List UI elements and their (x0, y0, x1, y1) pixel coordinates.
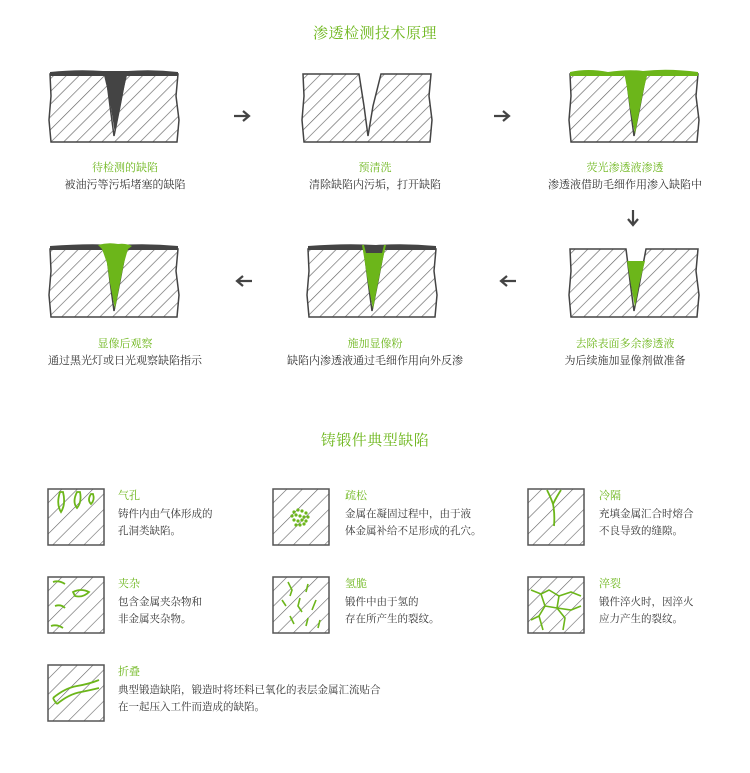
defect-quench-crack-name: 淬裂 (599, 577, 621, 590)
defect-porosity-desc-2: 孔洞类缺陷。 (118, 525, 181, 537)
developer-applied-specimen-icon (306, 241, 438, 319)
penetrant-applied-specimen-icon (568, 68, 700, 144)
arrow-down-icon (626, 210, 640, 228)
defect-inclusion-name: 夹杂 (118, 577, 140, 590)
defects-title: 铸锻件典型缺陷 (320, 431, 430, 449)
step-1-label: 待检测的缺陷 (92, 161, 158, 174)
defect-cold-shut-desc-1: 充填金属汇合时熔合 (599, 508, 694, 520)
inclusion-icon (47, 576, 105, 634)
defect-shrinkage-name: 疏松 (345, 489, 367, 502)
defect-hydrogen-desc-2: 存在所产生的裂纹。 (345, 613, 440, 625)
defect-quench-crack-desc-2: 应力产生的裂纹。 (599, 613, 683, 625)
defect-porosity-name: 气孔 (118, 489, 140, 502)
defect-porosity-desc-1: 铸件内由气体形成的 (118, 508, 213, 520)
step-1-desc: 被油污等污垢堵塞的缺陷 (64, 178, 186, 191)
hydrogen-embrittlement-icon (272, 576, 330, 634)
quench-crack-icon (527, 576, 585, 634)
step-4-desc: 为后续施加显像剂做准备 (564, 354, 686, 367)
porosity-icon (47, 488, 105, 546)
step-4-label: 去除表面多余渗透液 (575, 337, 675, 350)
defect-hydrogen-name: 氢脆 (345, 577, 367, 590)
defect-hydrogen-desc-1: 锻件中由于氢的 (345, 596, 419, 608)
principle-title: 渗透检测技术原理 (312, 24, 437, 42)
excess-removed-specimen-icon (568, 243, 700, 319)
dirty-defect-specimen-icon (48, 68, 180, 144)
defect-quench-crack-desc-1: 锻件淬火时，因淬火 (599, 596, 694, 608)
arrow-right-icon (234, 109, 252, 123)
arrow-left-icon (498, 274, 516, 288)
step-3-label: 荧光渗透液渗透 (586, 161, 664, 174)
step-6-desc: 通过黑光灯或日光观察缺陷指示 (48, 354, 202, 367)
defect-cold-shut-desc-2: 不良导致的缝隙。 (599, 525, 683, 537)
defect-shrinkage-desc-2: 体金属补给不足形成的孔穴。 (345, 525, 482, 537)
defect-cold-shut-name: 冷隔 (599, 489, 621, 502)
step-3-desc: 渗透液借助毛细作用渗入缺陷中 (548, 178, 702, 191)
defect-inclusion-desc-1: 包含金属夹杂物和 (118, 596, 202, 608)
defect-fold-name: 折叠 (118, 665, 140, 678)
cold-shut-icon (527, 488, 585, 546)
fold-icon (47, 664, 105, 722)
arrow-right-icon (494, 109, 512, 123)
shrinkage-icon (272, 488, 330, 546)
observation-specimen-icon (48, 241, 180, 319)
arrow-left-icon (234, 274, 252, 288)
defect-shrinkage-desc-1: 金属在凝固过程中，由于液 (345, 508, 471, 520)
defect-fold-desc-2: 在一起压入工件而造成的缺陷。 (118, 701, 265, 713)
step-2-desc: 清除缺陷内污垢，打开缺陷 (309, 178, 441, 191)
step-6-label: 显像后观察 (97, 337, 153, 350)
step-5-desc: 缺陷内渗透液通过毛细作用向外反渗 (287, 354, 463, 367)
defect-fold-desc-1: 典型锻造缺陷，锻造时将坯料已氧化的表层金属汇流贴合 (118, 684, 381, 696)
step-2-label: 预清洗 (358, 161, 392, 174)
step-5-label: 施加显像粉 (347, 337, 403, 350)
cleaned-defect-specimen-icon (301, 68, 433, 144)
defect-inclusion-desc-2: 非金属夹杂物。 (118, 613, 192, 625)
